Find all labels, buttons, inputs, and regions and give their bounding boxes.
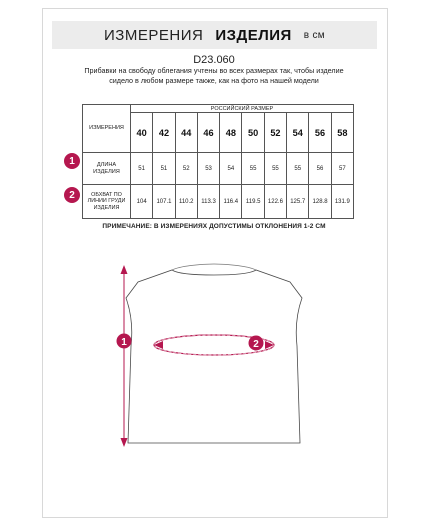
value-cell: 107.1 <box>153 185 175 219</box>
value-cell: 51 <box>153 153 175 185</box>
size-cell: 42 <box>153 113 175 153</box>
size-cell: 58 <box>331 113 353 153</box>
header-item-word: ИЗДЕЛИЯ <box>215 26 292 44</box>
header-unit: в см <box>303 29 325 41</box>
value-cell: 56 <box>309 153 331 185</box>
row-label-chest: ОБХВАТ ПО ЛИНИИ ГРУДИ ИЗДЕЛИЯ <box>83 185 131 219</box>
value-cell: 110.2 <box>175 185 197 219</box>
value-cell: 125.7 <box>287 185 309 219</box>
size-cell: 52 <box>264 113 286 153</box>
size-cell: 56 <box>309 113 331 153</box>
svg-text:1: 1 <box>121 337 127 348</box>
diagram-length-marker <box>117 334 132 349</box>
garment-outline <box>126 264 302 443</box>
measurements-label: ИЗМЕРЕНИЯ <box>83 105 131 153</box>
size-cell: 40 <box>131 113 153 153</box>
length-measure-line <box>121 265 128 447</box>
value-cell: 53 <box>197 153 219 185</box>
svg-text:2: 2 <box>253 339 259 350</box>
value-cell: 55 <box>242 153 264 185</box>
value-cell: 113.3 <box>197 185 219 219</box>
value-cell: 116.4 <box>220 185 242 219</box>
value-cell: 55 <box>264 153 286 185</box>
value-cell: 57 <box>331 153 353 185</box>
value-cell: 122.6 <box>264 185 286 219</box>
value-cell: 51 <box>131 153 153 185</box>
chest-marker-badge: 2 <box>64 187 80 203</box>
size-cell: 50 <box>242 113 264 153</box>
value-cell: 52 <box>175 153 197 185</box>
row-label-length: ДЛИНА ИЗДЕЛИЯ <box>83 153 131 185</box>
tolerance-note: ПРИМЕЧАНИЕ: В ИЗМЕРЕНИЯХ ДОПУСТИМЫ ОТКЛОНЕНИЯ 1-2 СМ <box>102 223 326 230</box>
size-system-label: РОССИЙСКИЙ РАЗМЕР <box>131 105 354 113</box>
value-cell: 54 <box>220 153 242 185</box>
header-measurements-word: ИЗМЕРЕНИЯ <box>104 26 204 44</box>
size-cell: 54 <box>287 113 309 153</box>
diagram-chest-marker <box>249 336 264 351</box>
value-cell: 55 <box>287 153 309 185</box>
intro-text: Прибавки на свободу облегания учтены во всех размерах так, чтобы изделие сидело в любом размере также, как на фото на нашей модели <box>84 66 344 85</box>
size-cell: 44 <box>175 113 197 153</box>
value-cell: 119.5 <box>242 185 264 219</box>
value-cell: 104 <box>131 185 153 219</box>
value-cell: 131.9 <box>331 185 353 219</box>
value-cell: 128.8 <box>309 185 331 219</box>
length-marker-badge: 1 <box>64 153 80 169</box>
product-code: D23.060 <box>193 54 235 66</box>
size-cell: 46 <box>197 113 219 153</box>
size-cell: 48 <box>220 113 242 153</box>
